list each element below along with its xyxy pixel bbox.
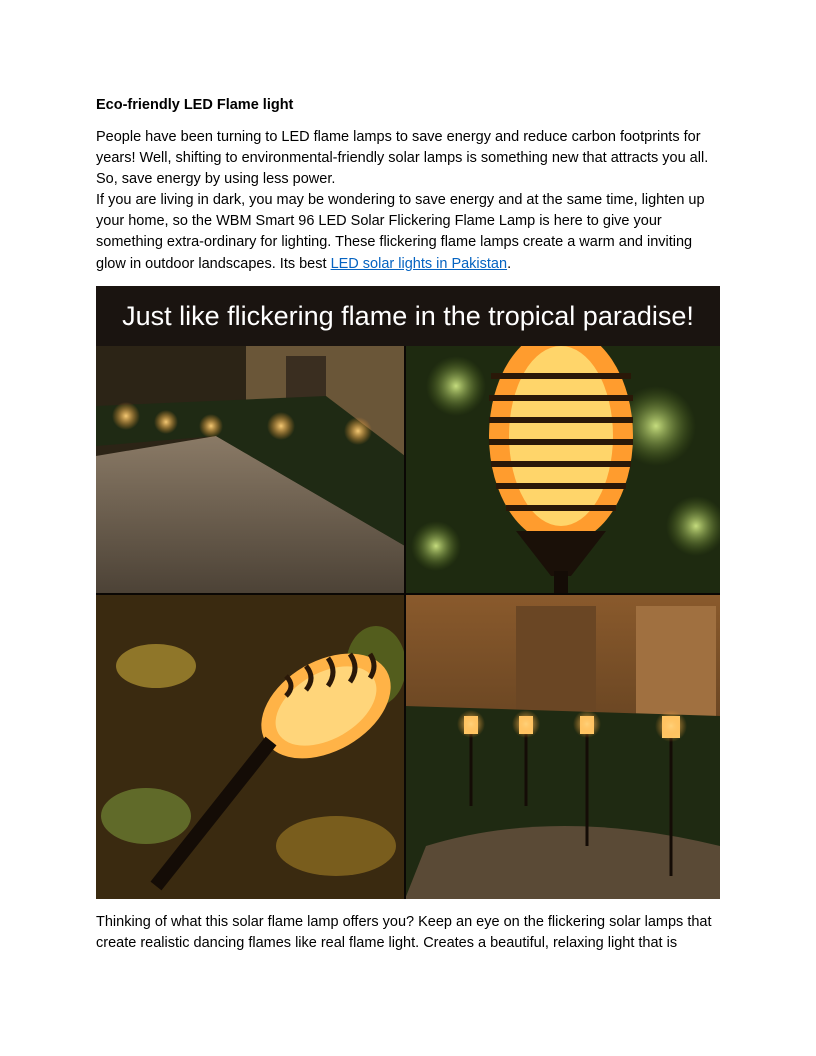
photo-torch-in-leaves <box>96 594 409 899</box>
description-end: . <box>507 255 512 272</box>
offer-paragraph: Thinking of what this solar flame lamp offers you? Keep an eye on the flickering solar lamps that create realistic dancing flames like real flame light. Creates a beautiful, relaxing light that is <box>96 914 712 952</box>
section-heading: Eco-friendly LED Flame light <box>96 97 294 113</box>
photo-courtyard <box>405 594 720 899</box>
description-paragraph <box>96 190 722 275</box>
banner-caption: Just like flickering flame in the tropical paradise! <box>122 301 694 331</box>
description-text: If you are living in dark, you may be wondering to save energy and at the same time, lighten up your home, so the WBM Smart 96 LED Solar Flickering Flame Lamp is here to give your something extra-ordinary for lighting. These flickering flame lamps create a warm and inviting glow in outdoor landscapes. Its best <box>96 192 705 272</box>
led-solar-lights-link[interactable]: LED solar lights in Pakistan <box>330 255 508 272</box>
photo-torch-closeup <box>405 328 720 594</box>
intro-paragraph: People have been turning to LED flame lamps to save energy and reduce carbon footprints for years! Well, shifting to environmental-friendly solar lamps is something new that attracts you all. So, save energy by using less power. <box>96 129 709 188</box>
product-photo-collage <box>96 286 720 899</box>
photo-garden-path <box>96 346 405 594</box>
